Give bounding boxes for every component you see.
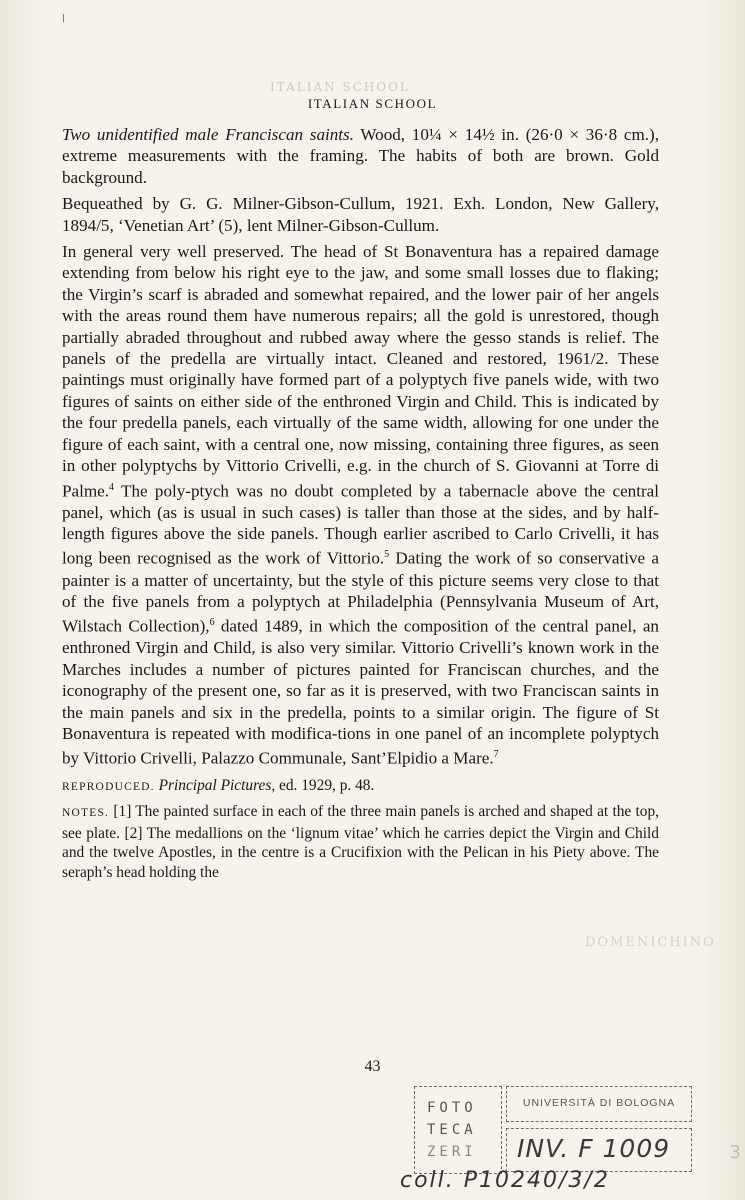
page-number: 43 [364,1058,381,1075]
condition-text-d: dated 1489, in which the composition of the central panel, an enthroned Virgin and Child, is also very similar. Vittorio Crivelli’s known work in the Marches includes a number of pictures painted for Franciscan churches, and the iconography of the present one, so far as it is preserved, with two Franciscan saints in the main panels and six in the predella, points to a similar origin. The figure of St Bonaventura is repeated with modifica-tions in one panel of an incomplete polyptych by Vittorio Crivelli, Palazzo Communale, Sant’Elpidio a Mare. [62,617,659,769]
running-header: ITALIAN SCHOOL [307,96,438,111]
reproduced-label: REPRODUCED. [62,780,155,793]
description-paragraph [62,124,659,188]
notes-paragraph [62,802,659,882]
edge-digit: 3 [729,1142,741,1163]
catalogue-entry [62,124,659,888]
reproduced-source: Principal Pictures, [154,776,276,794]
condition-text-b: The poly-ptych was no doubt completed by a tabernacle above the central panel, which (as is usual in such cases) is taller than those at the sides, and by half-length figures above the side panels. Though earlier ascribed to Carlo Crivelli, it has long been recognised as the work of Vittorio. [62,481,659,569]
footnote-ref-5: 5 [384,549,390,561]
footnote-ref-7: 7 [493,749,499,761]
reproduced-text: ed. 1929, p. 48. [275,776,375,794]
bleed-through-text: ITALIAN SCHOOL [270,80,410,94]
university-stamp: UNIVERSITÀ DI BOLOGNA [506,1086,692,1122]
edge-mark [63,14,64,22]
inventory-stamp: INV. F 1009 [506,1128,692,1172]
condition-text-a: In general very well preserved. The head of St Bonaventura has a repaired damage extending from below his right eye to the jaw, and some small losses due to flaking; the Virgin’s scarf is abraded and somewhat repaired, and the lower pair of her angels with the areas round them have numerous repairs; all the gold is unrestored, though partially abraded throughout and rubbed away where the gesso stands is relief. The panels of the predella are virtually intact. Cleaned and restored, 1961/2. These paintings must originally have formed part of a polyptych five panels wide, with two figures of saints on either side of the enthroned Virgin and Child. This is indicated by the four predella panels, each virtually of the same width, allowing for one under the figure of each saint, with a central one, now missing, containing three figures, as seen in other polyptychs by Vittorio Crivelli, e.g. in the church of S. Giovanni at Torre di Palme. [62,242,659,501]
notes-text: [1] The painted surface in each of the three main panels is arched and shaped at the top, see plate. [2] The medallions on the ‘lignum vitae’ which he carries depict the Virgin and Child and the twelve Apostles, in the centre is a Crucifixion with the Pelican in his Piety above. The seraph’s head holding the [62,803,659,881]
condition-text-c: Dating the work of so conservative a painter is a matter of uncertainty, but the style of this picture seems very close to that of the five panels from a polyptych at Philadelphia (Pennsylvania Museum of Art, Wilstach Collection), [62,549,659,636]
condition-paragraph [62,241,659,770]
footnote-ref-4: 4 [109,481,114,493]
provenance-paragraph: Bequeathed by G. G. Milner-Gibson-Cullum, 1921. Exh. London, New Gallery, 1894/5, ‘Venetian Art’ (5), lent Milner-Gibson-Cullum. [62,194,659,235]
stamp-line: ZERI [427,1144,477,1160]
description-text: Wood, 10¼ × 14½ in. (26·0 × 36·8 cm.), extreme measurements with the framing. The habits of both are brown. Gold background. [62,125,659,187]
handwritten-reference: coll. P10240/3/2 [400,1168,610,1193]
notes-label: NOTES. [62,807,110,820]
reproduced-paragraph [62,776,659,798]
stamp-line: TECA [427,1122,477,1138]
painting-title: Two unidentified male Franciscan saints. [62,125,354,144]
footnote-ref-6: 6 [209,617,215,629]
fototeca-stamp [414,1086,502,1174]
bleed-through-text: DOMENICHINO [585,935,716,950]
stamp-line: FOTO [427,1100,477,1116]
